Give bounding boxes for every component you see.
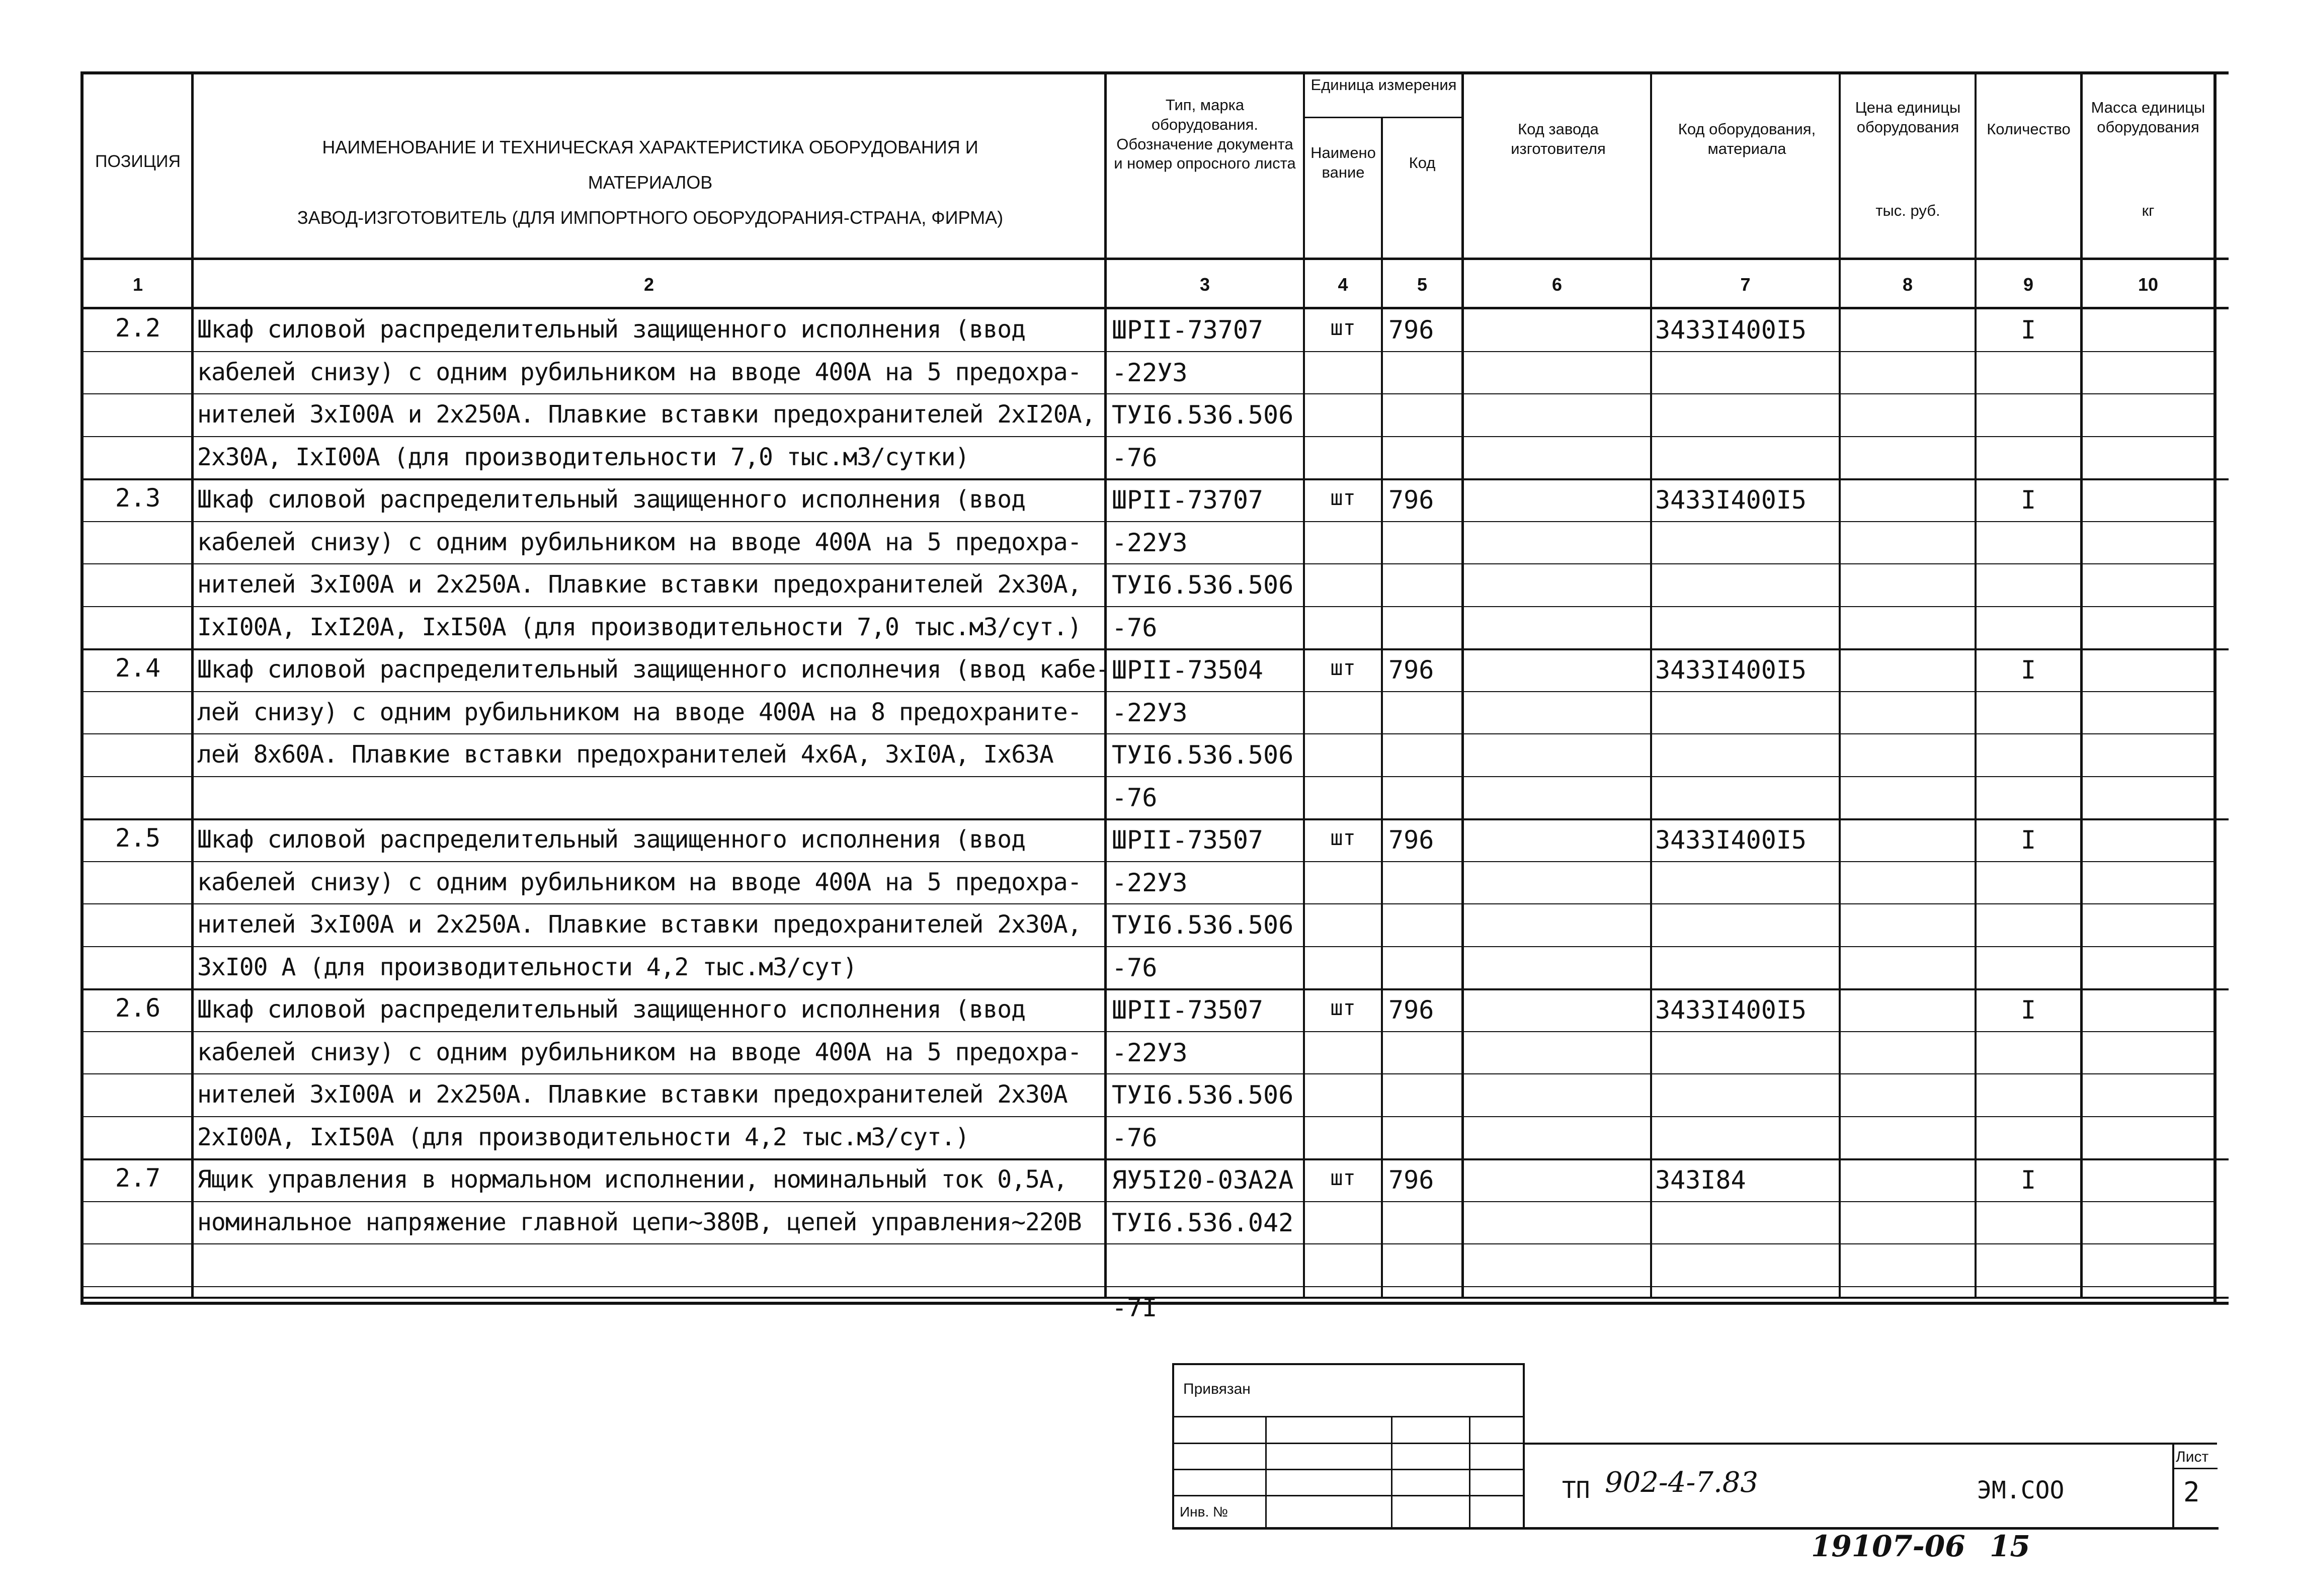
item-description-line: номинальное напряжение главной цепи~380В, цепей управления~220В [197,1208,1082,1236]
item-type-line: ТУI6.536.042 [1112,1208,1294,1237]
item-quantity: I [2020,655,2036,685]
item-unit-code: 796 [1388,655,1434,685]
item-description-line: нителей 3хI00А и 2х250А. Плавкие вставки предохранителей 2хI20А, [197,400,1096,429]
item-type-line: ТУI6.536.506 [1112,400,1294,430]
item-description-line: Шкаф силовой распределительный защищенного исполнения (ввод [197,995,1026,1024]
header-position: ПОЗИЦИЯ [95,152,181,171]
item-position: 2.4 [115,653,161,683]
item-unit: шт [1330,485,1356,510]
stamp-inv-number: Инв. № [1180,1504,1228,1520]
item-unit: шт [1330,655,1356,680]
item-type-line: -76 [1112,953,1158,982]
item-material-code: 343I84 [1655,1165,1746,1195]
header-unit-group: Единица измерения [1310,76,1457,94]
item-material-code: 3433I400I5 [1655,825,1807,855]
header-name-line2: МАТЕРИАЛОВ [588,172,713,193]
item-description-line: лей 8х60А. Плавкие вставки предохранителей 4х6А, 3хI0А, Iх63А [197,740,1053,769]
item-unit: шт [1330,825,1356,850]
item-position: 2.5 [115,823,161,853]
item-type-line: -76 [1112,443,1158,472]
doc-prefix: ТП [1562,1476,1590,1503]
col-number-7: 7 [1740,274,1751,295]
item-description-line: кабелей снизу) с одним рубильником на вводе 400А на 5 предохра- [197,528,1082,556]
item-type-line: ТУI6.536.506 [1112,1080,1294,1110]
item-description-line: 2х30А, IхI00А (для производительности 7,0 тыс.м3/сутки) [197,443,969,471]
item-type-line: -76 [1112,613,1158,642]
sheet-label: Лист [2176,1449,2209,1465]
item-description-line: нителей 3хI00А и 2х250А. Плавкие вставки предохранителей 2х30А [197,1080,1068,1109]
item-unit: шт [1330,995,1356,1020]
col-number-3: 3 [1199,274,1210,295]
item-position: 2.7 [115,1163,161,1193]
doc-number: 902-4-7.83 [1605,1466,1759,1499]
item-quantity: I [2020,995,2036,1025]
item-description-line: кабелей снизу) с одним рубильником на вводе 400А на 5 предохра- [197,868,1082,896]
item-quantity: I [2020,825,2036,855]
item-type-line: -7I [1112,1293,1158,1322]
item-material-code: 3433I400I5 [1655,995,1807,1025]
item-description-line: IхI00А, IхI20А, IхI50А (для производительности 7,0 тыс.м3/сут.) [197,613,1082,641]
col-number-1: 1 [132,274,143,295]
header-qty: Количество [1987,120,2071,138]
item-unit: шт [1330,1165,1356,1190]
col-number-8: 8 [1902,274,1913,295]
col-number-2: 2 [643,274,654,295]
item-description-line: лей снизу) с одним рубильником на вводе 400А на 8 предохраните- [197,698,1082,726]
doc-code: ЭМ.СОО [1977,1476,2065,1504]
item-description-line: нителей 3хI00А и 2х250А. Плавкие вставки предохранителей 2х30А, [197,910,1082,939]
item-type-line: ШРII-73507 [1112,825,1264,855]
header-mass: Масса единицы оборудования [2091,99,2205,136]
item-unit-code: 796 [1388,315,1434,345]
col-number-9: 9 [2023,274,2034,295]
item-quantity: I [2020,1165,2036,1195]
header-factory-code: Код завода изготовителя [1511,120,1606,157]
item-type-line: -22У3 [1112,528,1188,557]
item-type-line: ШРII-73707 [1112,315,1264,345]
item-type-line: ТУI6.536.506 [1112,740,1294,770]
header-price-unit: тыс. руб. [1875,202,1940,219]
header-name-line3: ЗАВОД-ИЗГОТОВИТЕЛЬ (ДЛЯ ИМПОРТНОГО ОБОРУДОРАНИЯ-СТРАНА, ФИРМА) [297,207,1004,228]
item-position: 2.2 [115,313,161,343]
item-type-line: -76 [1112,1123,1158,1152]
header-unit-code: Код [1409,154,1436,172]
item-description-line: Ящик управления в нормальном исполнении, номинальный ток 0,5А, [197,1165,1068,1194]
item-material-code: 3433I400I5 [1655,315,1807,345]
stamp-privyazan: Привязан [1183,1381,1251,1397]
item-type-line: -22У3 [1112,698,1188,727]
sheet-number: 2 [2183,1476,2200,1508]
item-type-line: ЯУ5I20-03А2А [1112,1165,1294,1195]
header-price: Цена единицы оборудования [1855,99,1961,136]
header-name-line1: НАИМЕНОВАНИЕ И ТЕХНИЧЕСКАЯ ХАРАКТЕРИСТИКА ОБОРУДОВАНИЯ И [322,137,978,157]
item-type-line: -76 [1112,783,1158,812]
header-mass-unit: кг [2142,202,2155,219]
item-type-line: ШРII-73707 [1112,485,1264,515]
item-unit-code: 796 [1388,485,1434,515]
header-type: Тип, марка оборудования. Обозначение документа и номер опросного листа [1114,96,1296,173]
item-type-line: ТУI6.536.506 [1112,570,1294,600]
item-position: 2.3 [115,483,161,513]
item-description-line: Шкаф силовой распределительный защищенного исполнения (ввод [197,315,1026,344]
col-number-5: 5 [1417,274,1428,295]
item-description-line: Шкаф силовой распределительный защищенного исполнения (ввод [197,485,1026,514]
item-material-code: 3433I400I5 [1655,485,1807,515]
item-position: 2.6 [115,993,161,1023]
item-unit-code: 796 [1388,825,1434,855]
item-description-line: 3хI00 А (для производительности 4,2 тыс.м3/сут) [197,953,857,981]
item-material-code: 3433I400I5 [1655,655,1807,685]
item-type-line: ШРII-73504 [1112,655,1264,685]
item-description-line: кабелей снизу) с одним рубильником на вводе 400А на 5 предохра- [197,358,1082,386]
item-quantity: I [2020,315,2036,345]
item-description-line: 2хI00А, IхI50А (для производительности 4,2 тыс.м3/сут.) [197,1123,969,1151]
col-number-6: 6 [1551,274,1563,295]
item-quantity: I [2020,485,2036,515]
header-unit-name: Наименование [1310,144,1376,181]
item-description-line: нителей 3хI00А и 2х250А. Плавкие вставки предохранителей 2х30А, [197,570,1082,599]
item-type-line: -22У3 [1112,1038,1188,1067]
item-type-line: ШРII-73507 [1112,995,1264,1025]
page-number: 15 [1990,1529,2030,1563]
col-number-4: 4 [1338,274,1348,295]
header-material-code: Код оборудования, материала [1678,120,1816,157]
archive-number: 19107-06 [1811,1529,1965,1563]
item-description-line: Шкаф силовой распределительный защищенного исполнечия (ввод кабе- [197,655,1110,684]
item-unit-code: 796 [1388,995,1434,1025]
item-type-line: ТУI6.536.506 [1112,910,1294,940]
item-description-line: Шкаф силовой распределительный защищенного исполнения (ввод [197,825,1026,854]
item-type-line: -22У3 [1112,868,1188,897]
col-number-10: 10 [2138,274,2159,295]
item-unit: шт [1330,315,1356,340]
item-description-line: кабелей снизу) с одним рубильником на вводе 400А на 5 предохра- [197,1038,1082,1066]
item-unit-code: 796 [1388,1165,1434,1195]
item-type-line: -22У3 [1112,358,1188,387]
